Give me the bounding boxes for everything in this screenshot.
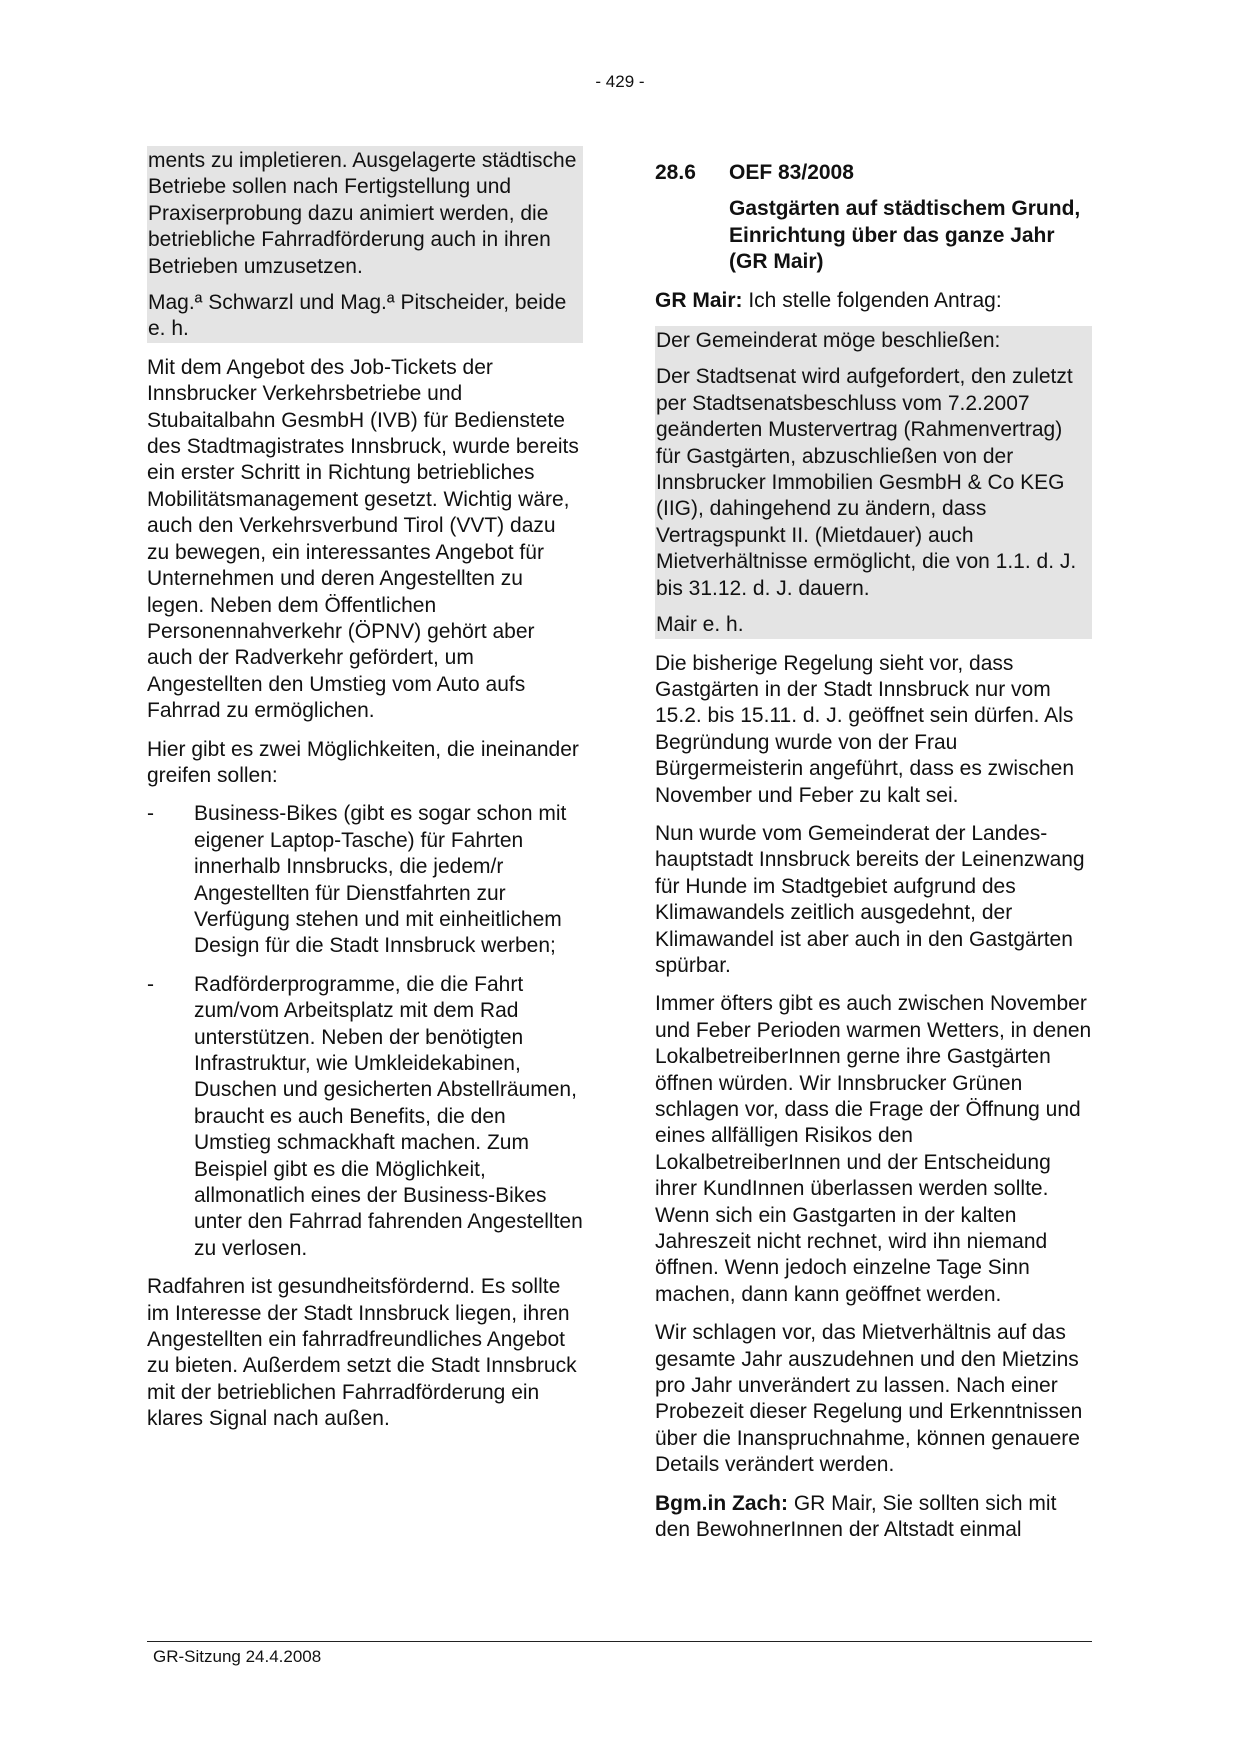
motion-signature: Mair e. h. (656, 613, 744, 637)
left-column (147, 146, 583, 1445)
footer-text: GR-Sitzung 24.4.2008 (153, 1647, 322, 1666)
motion-text-box (655, 326, 1092, 638)
paragraph: Mit dem Angebot des Job-Tickets der Innsbrucker Verkehrsbetriebe und Stubaitalbahn GesmbH (IVB) für Bedienstete des Stadtmagistrates Innsbruck, wurde bereits ein erster Schritt in Richtung betriebliches Mobilitätsmanagement gesetzt. Wichtig wäre, auch den Verkehrsverbund Tirol (VVT) dazu zu bewegen, ein interessantes Angebot für Unternehmen und deren Angestellten zu legen. Neben dem Öffentlichen Personennahverkehr (ÖPNV) gehört aber auch der Radverkehr gefördert, um Angestellten den Umstieg vom Auto aufs Fahrrad zu ermöglichen. (147, 355, 579, 723)
dash-marker: - (147, 802, 154, 826)
list-item-text: Business-Bikes (gibt es sogar schon mit eigener Laptop-Tasche) für Fahrten innerhalb Innsbrucks, die jedem/r Angestellten für Dienstfahrten zur Verfügung stehen und mit einheitlichem Design für die Stadt Innsbruck werben; (194, 802, 567, 958)
speaker-name: GR Mair: (655, 288, 743, 312)
motion-signatures: Mag.ª Schwarzl und Mag.ª Pitscheider, beide e. h. (148, 291, 567, 341)
agenda-code: OEF 83/2008 (729, 161, 854, 184)
speaker-text: GR Mair, Sie sollten sich mit den BewohnerInnen der Altstadt einmal (655, 1491, 1057, 1542)
speaker-text: Ich stelle folgenden Antrag: (742, 288, 1002, 312)
paragraph: Radfahren ist gesundheitsfördernd. Es sollte im Interesse der Stadt Innsbruck liegen, ihren Angestellten ein fahrradfreundliches Angebot zu bieten. Außerdem setzt die Stadt Innsbruck mit der betrieblichen Fahrradförderung ein klares Signal nach außen. (147, 1275, 577, 1431)
speaker-name: Bgm.in Zach: (655, 1491, 789, 1515)
footer-rule (147, 1641, 1092, 1642)
paragraph: Wir schlagen vor, das Mietverhältnis auf das gesamte Jahr auszudehnen und den Mietzins pro Jahr unverändert zu lassen. Nach einer Probezeit dieser Regelung und Erkenntnissen über die Inanspruchnahme, können genauere Details verändert werden. (655, 1321, 1083, 1477)
page-number: - 429 - (595, 72, 645, 91)
paragraph: Nun wurde vom Gemeinderat der Landeshauptstadt Innsbruck bereits der Leinenzwang für Hunde im Stadtgebiet aufgrund des Klimawandels zeitlich ausgedehnt, der Klimawandel ist aber auch in den Gastgärten spürbar. (655, 821, 1085, 977)
speaker-paragraph (655, 1491, 1092, 1544)
motion-intro: Der Gemeinderat möge beschließen: (656, 329, 1001, 353)
list-item-text: Radförderprogramme, die die Fahrt zum/vom Arbeitsplatz mit dem Rad unterstützen. Neben der benötigten Infrastruktur, wie Umkleidekabinen, Duschen und gesicherten Abstellräumen, braucht es auch Benefits, die den Umstieg schmackhaft machen. Zum Beispiel gibt es die Möglichkeit, allmonatlich eines der Business-Bikes unter den Fahrrad fahrenden Angestellten zu verlosen. (194, 972, 583, 1260)
paragraph: Die bisherige Regelung sieht vor, dass Gastgärten in der Stadt Innsbruck nur vom 15.2. bis 15.11. d. J. geöffnet sein dürfen. Als Begründung wurde von der Frau Bürgermeisterin angeführt, dass es zwischen November und Feber zu kalt sei. (655, 651, 1075, 807)
speaker-paragraph (655, 288, 1092, 314)
list-item (147, 801, 583, 959)
paragraph: Immer öfters gibt es auch zwischen November und Feber Perioden warmen Wetters, in denen LokalbetreiberInnen gerne ihre Gastgärten öffnen würden. Wir Innsbrucker Grünen schlagen vor, dass die Frage der Öffnung und eines allfälligen Risikos den LokalbetreiberInnen und der Entscheidung ihrer KundInnen überlassen werden sollte. Wenn sich ein Gastgarten in der kalten Jahreszeit nicht rechnet, wird ihn niemand öffnen. Wenn jedoch einzelne Tage Sinn machen, dann kann geöffnet werden. (655, 992, 1092, 1306)
paragraph: Hier gibt es zwei Möglichkeiten, die ineinander greifen sollen: (147, 737, 579, 787)
agenda-title: Gastgärten auf städtischem Grund, Einrichtung über das ganze Jahr (GR Mair) (729, 197, 1081, 274)
right-column (655, 146, 1092, 1556)
list-item (147, 972, 583, 1262)
motion-text: ments zu impletieren. Ausgelagerte städtische Betriebe sollen nach Fertigstellung und Praxiserprobung dazu animiert werden, die betriebliche Fahrradförderung auch in ihren Betrieben umzusetzen. (148, 149, 577, 278)
motion-text: Der Stadtsenat wird aufgefordert, den zuletzt per Stadtsenatsbeschluss vom 7.2.2007 geänderten Mustervertrag (Rahmenvertrag) für Gastgärten, abzuschließen von der Innsbrucker Immobilien GesmbH & Co KEG (IIG), dahingehend zu ändern, dass Vertragspunkt II. (Mietdauer) auch Mietverhältnisse ermöglicht, die von 1.1. d. J. bis 31.12. d. J. dauern. (656, 365, 1077, 600)
agenda-heading (655, 160, 1092, 186)
agenda-number: 28.6 (655, 161, 696, 184)
dash-marker: - (147, 972, 154, 996)
motion-text-box (147, 146, 583, 343)
